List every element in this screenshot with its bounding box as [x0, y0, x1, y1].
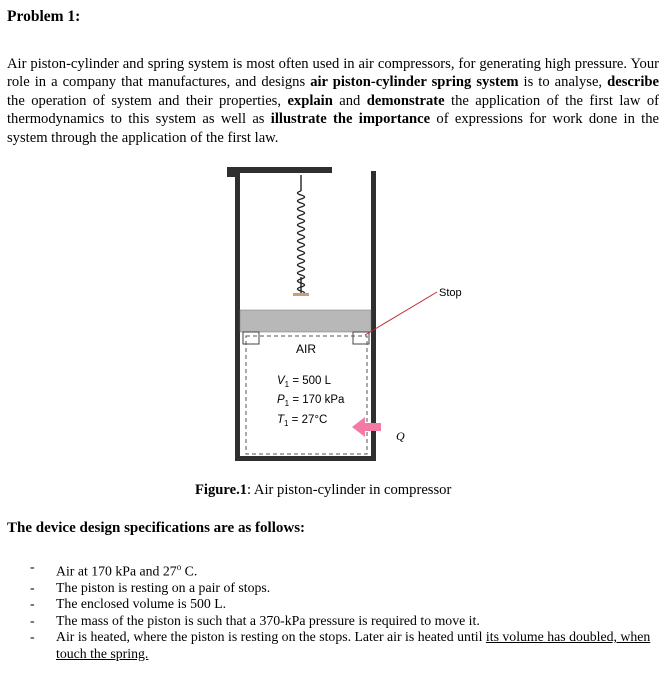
list-dash: -	[30, 559, 35, 574]
spring	[298, 175, 305, 295]
intro-text-6: of expressions for work done in the system through the application of the first law.	[7, 111, 659, 146]
list-item	[30, 596, 660, 612]
piston	[240, 310, 371, 332]
spec-item-text: Air is heated, where the piston is resting on the stops. Later air is heated until	[56, 629, 486, 645]
heat-label: Q	[396, 429, 405, 443]
list-item	[30, 580, 660, 596]
spec-list	[30, 559, 660, 662]
p1-symbol: P	[277, 394, 285, 406]
spring-base	[293, 293, 309, 296]
t1-value: = 27°C	[288, 414, 328, 426]
list-dash: -	[30, 629, 35, 645]
spec-item-text-end: C.	[181, 563, 198, 579]
air-label: AIR	[296, 342, 317, 356]
p1-subscript: 1	[284, 399, 290, 408]
intro-text-4: and	[332, 92, 367, 109]
intro-bold-demonstrate: demonstrate	[366, 92, 445, 109]
specs-heading: The device design specifications are as follows:	[7, 520, 306, 536]
cylinder-right-wall	[371, 171, 376, 461]
problem-title: Problem 1:	[7, 8, 81, 25]
problem-description	[7, 55, 659, 147]
top-plate	[227, 167, 332, 173]
v1-value: = 500 L	[289, 375, 332, 387]
intro-bold-system: air piston-cylinder spring system	[310, 74, 519, 91]
figure-caption	[195, 482, 451, 499]
caption-text: : Air piston-cylinder in compressor	[247, 482, 452, 498]
spec-item-text: The enclosed volume is 500 L.	[56, 596, 227, 612]
v1-subscript: 1	[284, 380, 290, 389]
v1-spec	[277, 375, 332, 389]
t1-spec	[277, 414, 327, 428]
cylinder-bottom	[235, 456, 376, 461]
t1-subscript: 1	[284, 419, 289, 428]
intro-text-2: is to analyse,	[518, 74, 608, 91]
list-item	[30, 613, 660, 629]
spec-item-text: The piston is resting on a pair of stops.	[56, 580, 271, 595]
list-dash: -	[30, 612, 35, 628]
stop-left	[243, 332, 259, 344]
degree-symbol: o	[176, 562, 182, 572]
stop-label: Stop	[439, 287, 462, 299]
p1-spec	[277, 394, 345, 408]
intro-bold-describe: describe	[607, 74, 659, 91]
list-item	[30, 559, 660, 580]
intro-text-5: the application of the first law of thermodynamics to this system as well as	[7, 92, 659, 128]
piston-cylinder-figure	[205, 165, 485, 465]
intro-text-1: Air piston-cylinder and spring system is most often used in air compressors, for generating high pressure. Your role in a company that manufactures, and designs	[7, 56, 659, 91]
spec-item-text: The mass of the piston is such that a 370-kPa pressure is required to move it.	[56, 612, 480, 628]
list-item	[30, 629, 660, 662]
p1-value: = 170 kPa	[289, 394, 345, 406]
intro-bold-explain: explain	[287, 92, 333, 109]
spec-item-text: Air at 170 kPa and 27	[56, 563, 177, 579]
caption-prefix: Figure.1	[195, 482, 248, 498]
v1-symbol: V	[277, 375, 285, 387]
list-dash: -	[30, 596, 35, 612]
spec-item-underlined: its volume has doubled, when touch the spring.	[56, 629, 651, 661]
cylinder-left-wall	[235, 171, 240, 461]
top-plate-cap	[227, 167, 239, 177]
intro-text-3: the operation of system and their properties,	[7, 92, 288, 109]
t1-symbol: T	[277, 414, 285, 426]
intro-bold-illustrate: illustrate the importance	[270, 111, 431, 128]
list-dash: -	[30, 580, 35, 595]
